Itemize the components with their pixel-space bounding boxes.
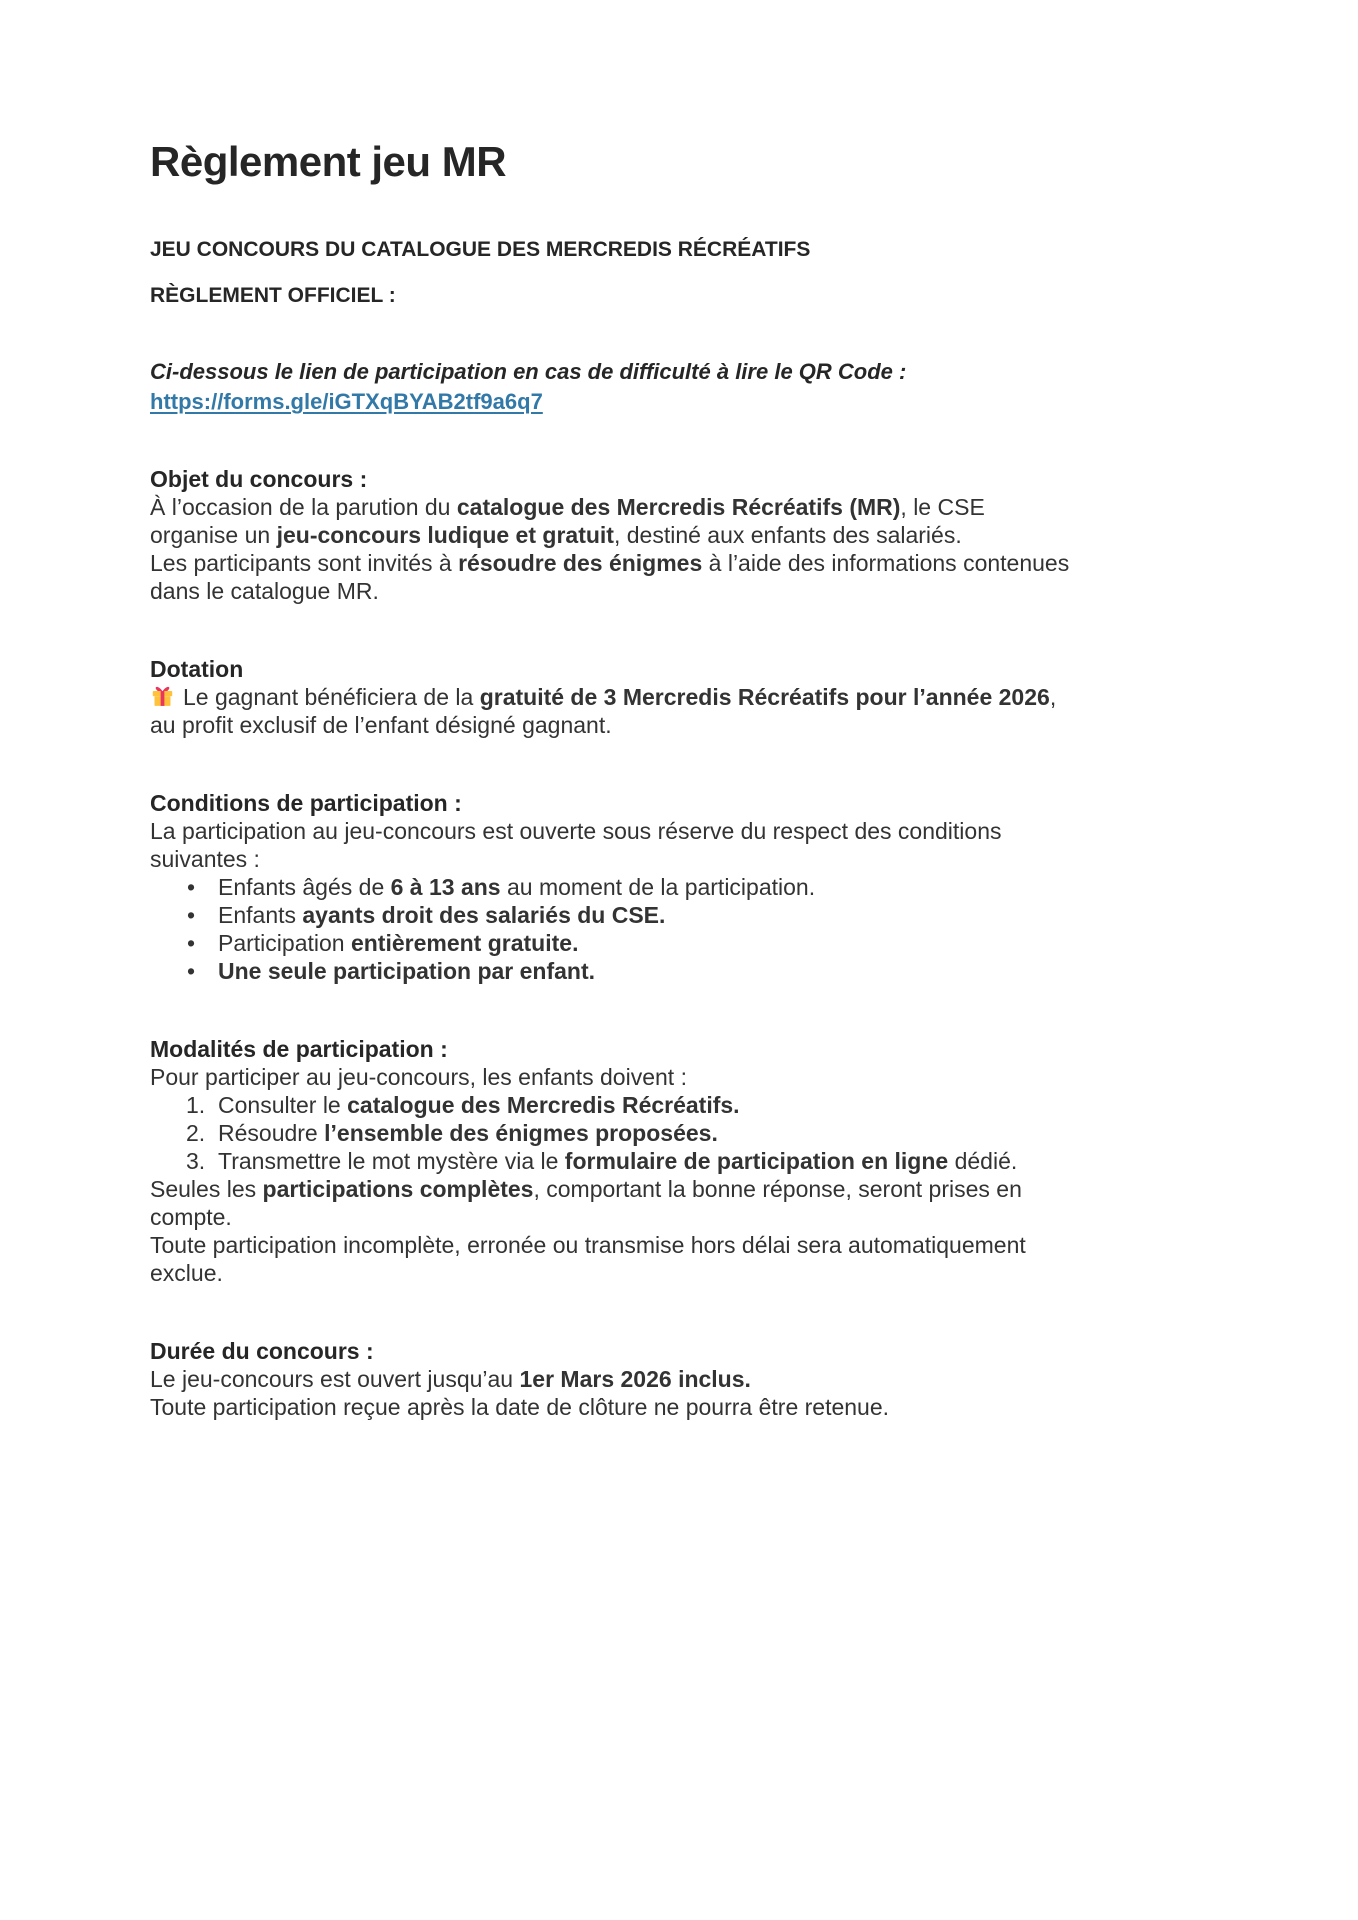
duree-paragraph-1: Le jeu-concours est ouvert jusqu’au 1er Mars 2026 inclus. — [150, 1366, 751, 1392]
step-number: 2. — [186, 1120, 206, 1146]
modalites-paragraph-2: Toute participation incomplète, erronée ou transmise hors délai sera automatiquement exclue. — [150, 1232, 1026, 1286]
condition-item: • Enfants ayants droit des salariés du CSE. — [150, 901, 1070, 929]
step-text: Transmettre le mot mystère via le formulaire de participation en ligne dédié. — [218, 1148, 1018, 1174]
step-number: 3. — [186, 1148, 206, 1174]
section-heading-modalites: Modalités de participation : — [150, 1036, 448, 1062]
section-conditions — [150, 789, 1070, 985]
dotation-text: Le gagnant bénéficiera de la gratuité de 3 Mercredis Récréatifs pour l’année 2026, au profit exclusif de l’enfant désigné gagnant. — [150, 684, 1057, 738]
objet-paragraph-2: Les participants sont invités à résoudre des énigmes à l’aide des informations contenues dans le catalogue MR. — [150, 550, 1070, 604]
section-duree — [150, 1337, 1070, 1421]
contest-subtitle: JEU CONCOURS DU CATALOGUE DES MERCREDIS RÉCRÉATIFS — [150, 238, 811, 261]
qr-fallback-note: Ci-dessous le lien de participation en cas de difficulté à lire le QR Code : — [150, 359, 907, 384]
step-text: Consulter le catalogue des Mercredis Récréatifs. — [218, 1092, 740, 1118]
official-rules-label: RÈGLEMENT OFFICIEL : — [150, 284, 396, 307]
document-content — [150, 138, 1070, 1421]
participation-link[interactable]: https://forms.gle/iGTXqBYAB2tf9a6q7 — [150, 389, 543, 414]
modalites-paragraph-1: Seules les participations complètes, comportant la bonne réponse, seront prises en compte. — [150, 1176, 1022, 1230]
document-title: Règlement jeu MR — [150, 138, 507, 185]
gift-icon — [150, 683, 175, 708]
section-heading-conditions: Conditions de participation : — [150, 790, 462, 816]
section-heading-objet: Objet du concours : — [150, 466, 368, 492]
participation-link-line — [150, 388, 1070, 419]
modalites-intro: Pour participer au jeu-concours, les enfants doivent : — [150, 1064, 687, 1090]
section-modalites — [150, 1035, 1070, 1287]
section-dotation — [150, 655, 1070, 739]
section-heading-dotation: Dotation — [150, 656, 244, 682]
objet-paragraph-1: À l’occasion de la parution du catalogue des Mercredis Récréatifs (MR), le CSE organise un jeu-concours ludique et gratuit, destiné aux enfants des salariés. — [150, 494, 985, 548]
condition-item: • Participation entièrement gratuite. — [150, 929, 1070, 957]
condition-item: • Une seule participation par enfant. — [150, 957, 1070, 985]
section-heading-duree: Durée du concours : — [150, 1338, 374, 1364]
conditions-intro: La participation au jeu-concours est ouverte sous réserve du respect des conditions suivantes : — [150, 818, 1002, 872]
step-number: 1. — [186, 1092, 206, 1118]
step-item — [150, 1091, 1070, 1119]
conditions-list — [150, 873, 1070, 985]
step-item — [150, 1119, 1070, 1147]
condition-item: • Enfants âgés de 6 à 13 ans au moment de la participation. — [150, 873, 1070, 901]
step-text: Résoudre l’ensemble des énigmes proposées. — [218, 1120, 718, 1146]
section-objet — [150, 465, 1070, 605]
step-item — [150, 1147, 1070, 1175]
modalites-steps — [150, 1091, 1070, 1175]
dotation-paragraph — [150, 683, 1070, 739]
duree-paragraph-2: Toute participation reçue après la date de clôture ne pourra être retenue. — [150, 1394, 890, 1420]
